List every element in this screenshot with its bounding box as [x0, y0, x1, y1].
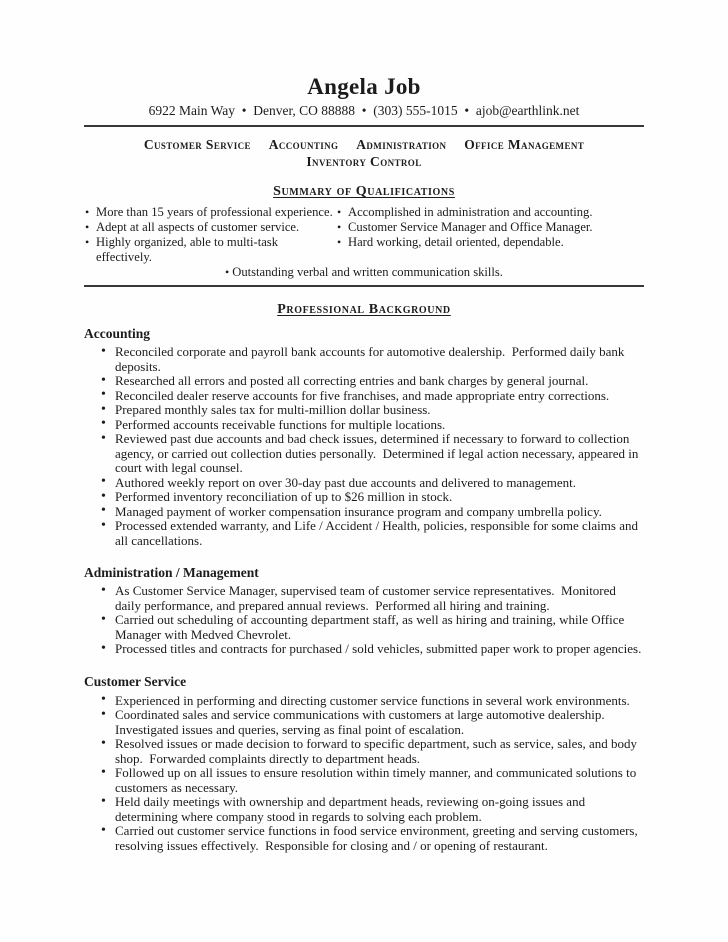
bullet-item: • Processed titles and contracts for purchased / sold vehicles, submitted paper work to proper agencies.: [100, 642, 644, 657]
summary-columns: [84, 205, 644, 265]
skill-keyword: Administration: [356, 137, 447, 152]
bullet-item: • Carried out customer service functions in food service environment, greeting and serving customers, resolving issues effectively. Responsible for closing and / or opening of restaurant.: [100, 824, 644, 853]
bullet-item: • Held daily meetings with ownership and department heads, reviewing on-going issues and determining where company stood in regards to solving each problem.: [100, 795, 644, 824]
skill-keyword: Accounting: [268, 137, 339, 152]
category-heading-customer-service: Customer Service: [84, 673, 187, 689]
summary-bullet: • Highly organized, able to multi-task effectively.: [84, 235, 336, 265]
bullet-item: • Followed up on all issues to ensure resolution within timely manner, and communicated solutions to customers as necessary.: [100, 766, 644, 795]
candidate-name: Angela Job: [307, 74, 421, 99]
bullet-item: • Carried out scheduling of accounting department staff, as well as hiring and training, while Office Manager with Medved Chevrolet.: [100, 613, 644, 642]
bullet-item: • Performed accounts receivable functions for multiple locations.: [100, 418, 644, 433]
customer-service-bullet-list: [84, 694, 644, 854]
bullet-item: • Processed extended warranty, and Life / Accident / Health, policies, responsible for some claims and all cancellations.: [100, 519, 644, 548]
skill-keyword: Customer Service: [143, 137, 251, 152]
bullet-item: • Managed payment of worker compensation insurance program and company umbrella policy.: [100, 505, 644, 520]
skill-keywords-line: [84, 136, 644, 170]
summary-right-column: [336, 205, 644, 265]
summary-left-column: [84, 205, 336, 265]
summary-center-bullet: • Outstanding verbal and written communication skills.: [84, 265, 644, 280]
bullet-item: • Performed inventory reconciliation of up to $26 million in stock.: [100, 490, 644, 505]
category-heading-accounting: Accounting: [84, 326, 151, 341]
accounting-bullet-list: [84, 345, 644, 548]
summary-bullet: • Customer Service Manager and Office Manager.: [336, 220, 644, 235]
bullet-item: • Prepared monthly sales tax for multi-million dollar business.: [100, 403, 644, 418]
background-title: Professional Background: [277, 302, 451, 317]
bullet-item: • Reconciled corporate and payroll bank accounts for automotive dealership. Performed daily bank deposits.: [100, 345, 644, 374]
skill-keyword: Inventory Control: [306, 154, 422, 169]
bullet-item: • Authored weekly report on over 30-day past due accounts and delivered to management.: [100, 476, 644, 491]
category-heading-administration: Administration / Management: [84, 565, 259, 580]
summary-bullet: • Adept at all aspects of customer service.: [84, 220, 336, 235]
bullet-item: • Researched all errors and posted all correcting entries and bank charges by general journal.: [100, 374, 644, 389]
summary-bullet: • More than 15 years of professional experience.: [84, 205, 336, 220]
bullet-item: • As Customer Service Manager, supervised team of customer service representatives. Monitored daily performance, and prepared annual reviews. Performed all hiring and training.: [100, 584, 644, 613]
bullet-item: • Experienced in performing and directing customer service functions in several work environments.: [100, 694, 644, 709]
bullet-item: • Resolved issues or made decision to forward to specific department, such as service, sales, and body shop. Forwarded complaints directly to department heads.: [100, 737, 644, 766]
administration-bullet-list: [84, 584, 644, 657]
contact-line: 6922 Main Way • Denver, CO 88888 • (303) 555-1015 • ajob@earthlink.net: [84, 102, 644, 127]
summary-bullet: • Hard working, detail oriented, dependable.: [336, 235, 644, 250]
bullet-item: • Reconciled dealer reserve accounts for five franchises, and made appropriate entry corrections.: [100, 389, 644, 404]
section-divider: [84, 285, 644, 287]
bullet-item: • Reviewed past due accounts and bad check issues, determined if necessary to forward to collection agency, or carried out collection duties personally. Determined if legal action necessary, appeared in court with legal counsel.: [100, 432, 644, 476]
bullet-item: • Coordinated sales and service communications with customers at large automotive dealership. Investigated issues and queries, serving as final point of escalation.: [100, 708, 644, 737]
summary-bullet: • Accomplished in administration and accounting.: [336, 205, 644, 220]
summary-title: Summary of Qualifications: [273, 184, 455, 199]
skill-keyword: Office Management: [464, 137, 585, 152]
